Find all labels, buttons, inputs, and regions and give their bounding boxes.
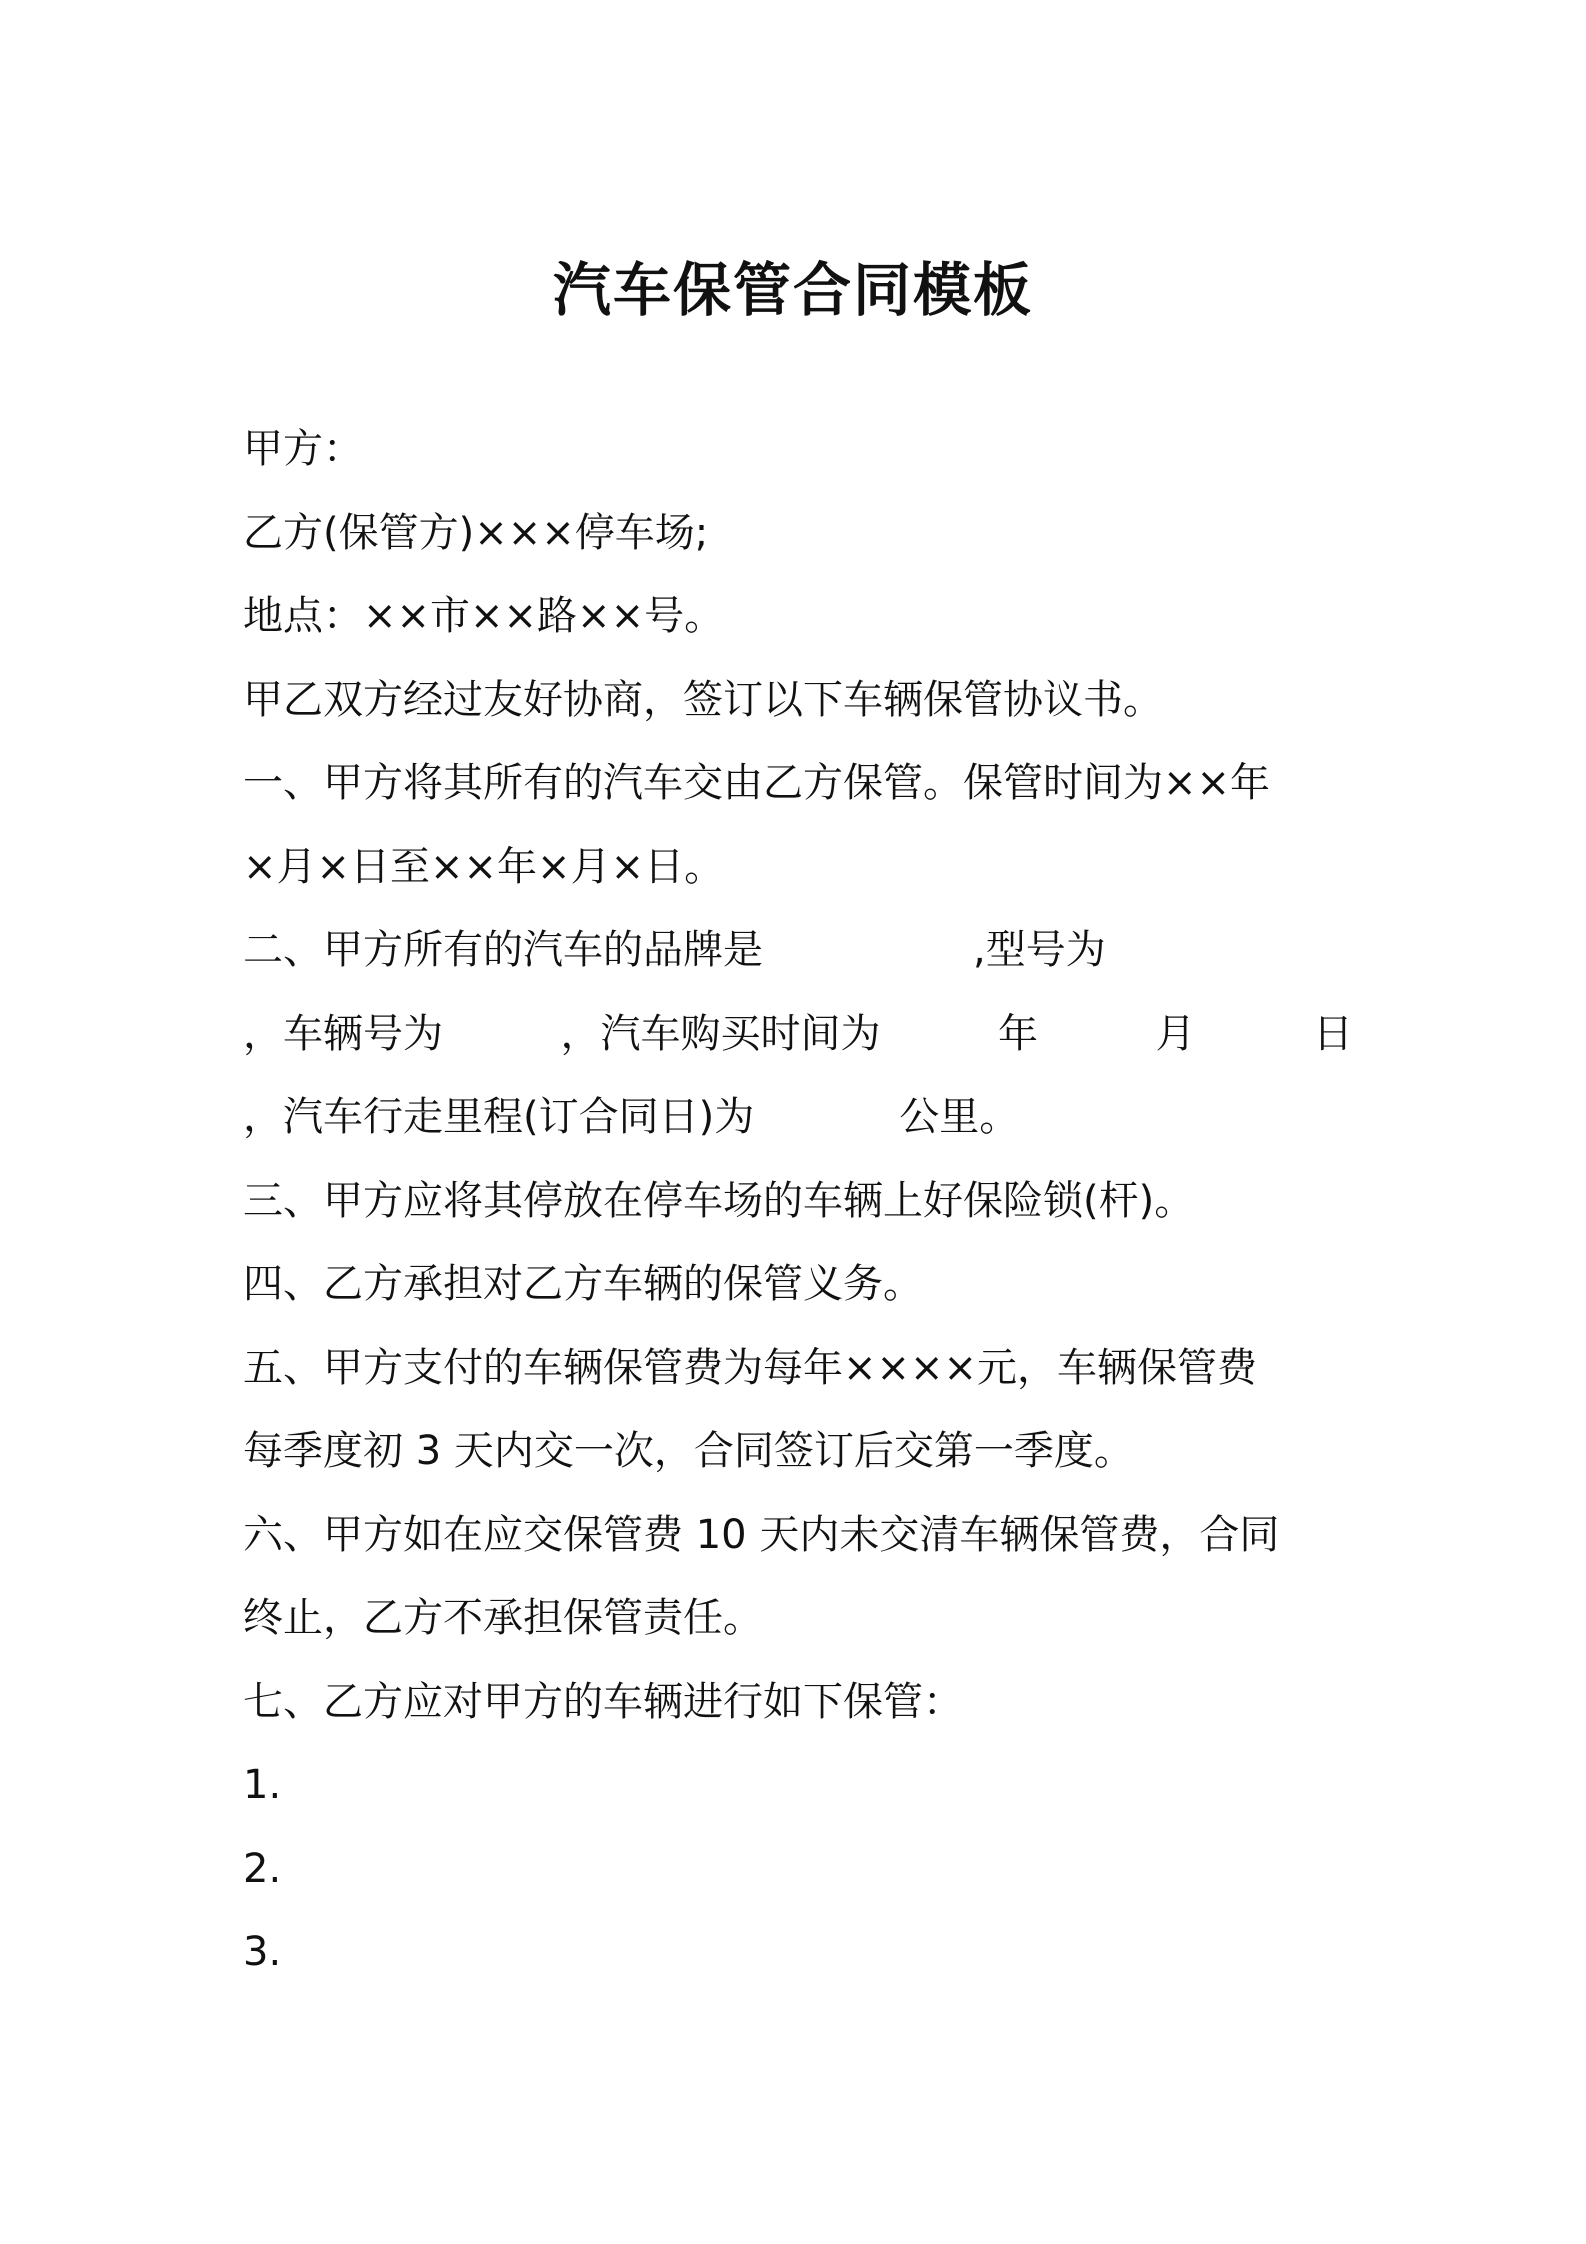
- year-label: 年: [998, 1010, 1038, 1057]
- clause7-line: 七、乙方应对甲方的车辆进行如下保管：: [243, 1678, 963, 1725]
- purchase-label: ，汽车购买时间为: [560, 1010, 881, 1057]
- clause2-line3: [243, 1076, 1353, 1160]
- party-b-line: 乙方(保管方)×××停车场;: [243, 509, 709, 556]
- list-item: 1.: [243, 1762, 282, 1808]
- document-title: 汽车保管合同模板: [552, 256, 1033, 324]
- clause2-line2: [243, 993, 1353, 1077]
- km-label: 公里。: [899, 1094, 1020, 1140]
- location-line: 地点：××市××路××号。: [243, 593, 725, 639]
- clause1-line1: 一、甲方将其所有的汽车交由乙方保管。保管时间为××年: [243, 760, 1271, 806]
- month-label: 月: [1155, 1010, 1196, 1057]
- plate-label: ，车辆号为: [243, 1010, 443, 1057]
- clause5-line2: 每季度初 3 天内交一次，合同签订后交第一季度。: [243, 1428, 1134, 1474]
- clause3-line: 三、甲方应将其停放在停车场的车辆上好保险锁(杆)。: [243, 1177, 1195, 1224]
- clause6-line2: 终止，乙方不承担保管责任。: [243, 1595, 763, 1641]
- clause5-line1: 五、甲方支付的车辆保管费为每年××××元，车辆保管费: [243, 1344, 1258, 1391]
- clause2-line1: [243, 909, 1353, 993]
- list-item: 3.: [243, 1929, 282, 1975]
- party-a-line: 甲方：: [243, 426, 363, 472]
- brand-label: 二、甲方所有的汽车的品牌是: [243, 927, 763, 973]
- clause6-line1: 六、甲方如在应交保管费 10 天内未交清车辆保管费，合同: [243, 1511, 1280, 1558]
- list-item: 2.: [243, 1845, 282, 1892]
- clause4-line: 四、乙方承担对乙方车辆的保管义务。: [243, 1261, 923, 1307]
- mileage-label: ，汽车行走里程(订合同日)为: [243, 1094, 755, 1140]
- document-body: [243, 408, 1353, 1995]
- model-label: ,型号为: [973, 927, 1106, 973]
- day-label: 日: [1313, 1010, 1353, 1057]
- clause1-line2: ×月×日至××年×月×日。: [243, 843, 725, 890]
- intro-line: 甲乙双方经过友好协商，签订以下车辆保管协议书。: [243, 676, 1163, 723]
